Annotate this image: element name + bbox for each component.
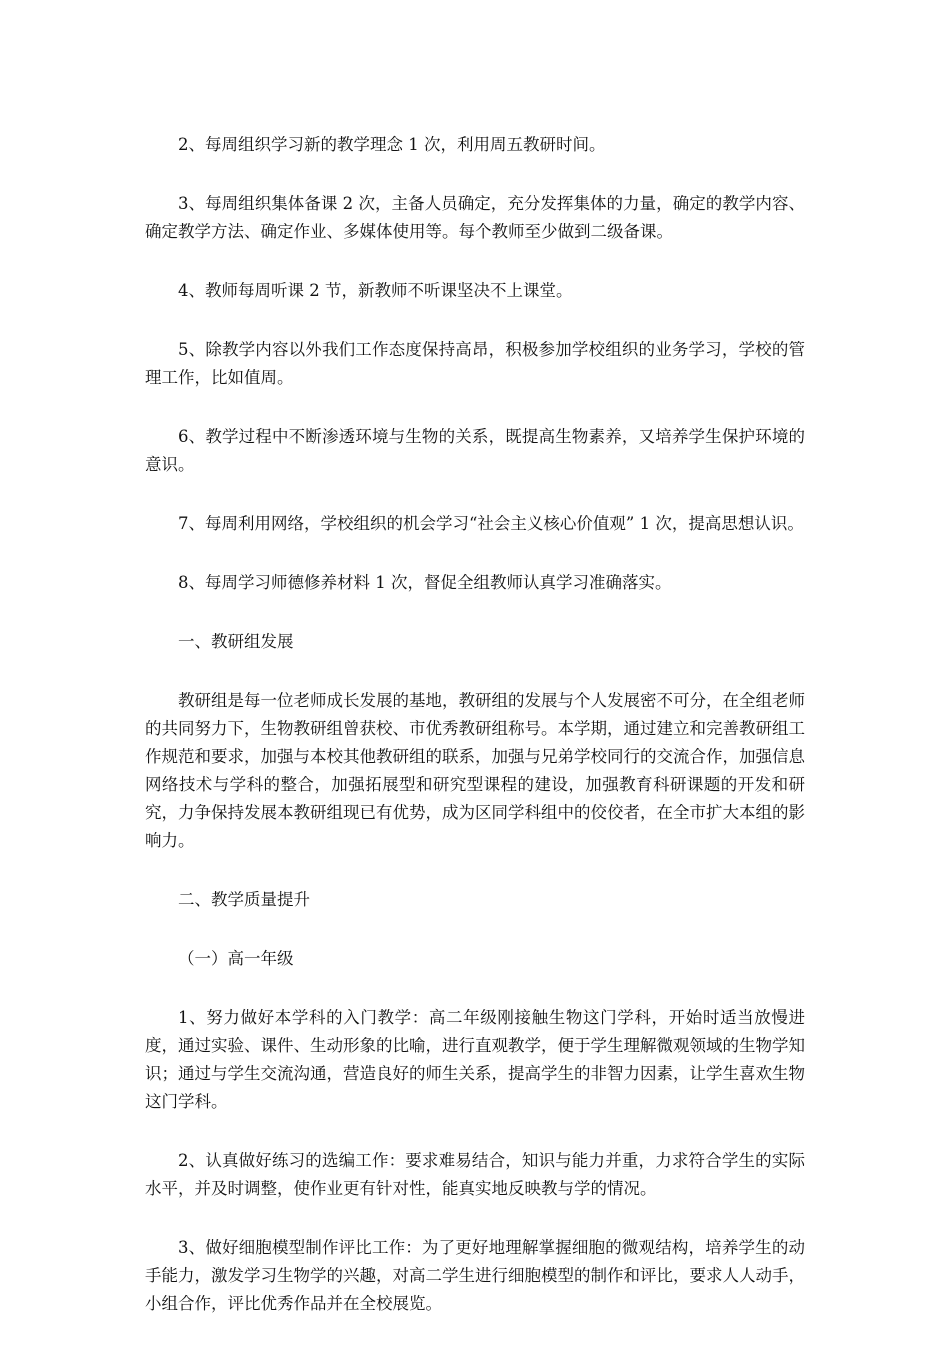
paragraph-item-6: 6、教学过程中不断渗透环境与生物的关系，既提高生物素养，又培养学生保护环境的意识。	[145, 427, 805, 474]
paragraph-item-2: 2、每周组织学习新的教学理念 1 次，利用周五教研时间。	[178, 135, 606, 154]
section-heading-teaching-quality: 二、教学质量提升	[178, 890, 310, 909]
document-body	[145, 131, 805, 1349]
paragraph-research-group-development: 教研组是每一位老师成长发展的基地，教研组的发展与个人发展密不可分，在全组老师的共同努力下，生物教研组曾获校、市优秀教研组称号。本学期，通过建立和完善教研组工作规范和要求，加强与本校其他教研组的联系，加强与兄弟学校同行的交流合作，加强信息网络技术与学科的整合，加强拓展型和研究型课程的建设，加强教育科研课题的开发和研究，力争保持发展本教研组现已有优势，成为区同学科组中的佼佼者，在全市扩大本组的影响力。	[145, 691, 805, 850]
subsection-heading-grade-one: （一）高一年级	[178, 949, 294, 968]
paragraph-item-4: 4、教师每周听课 2 节，新教师不听课坚决不上课堂。	[178, 281, 573, 300]
section-heading-research-group: 一、教研组发展	[178, 632, 294, 651]
paragraph-grade-item-3: 3、做好细胞模型制作评比工作：为了更好地理解掌握细胞的微观结构，培养学生的动手能力，激发学习生物学的兴趣，对高二学生进行细胞模型的制作和评比，要求人人动手，小组合作，评比优秀作品并在全校展览。	[145, 1238, 805, 1313]
paragraph-item-7: 7、每周利用网络，学校组织的机会学习“社会主义核心价值观” 1 次，提高思想认识。	[178, 514, 804, 533]
paragraph-item-3: 3、每周组织集体备课 2 次，主备人员确定，充分发挥集体的力量，确定的教学内容、确定教学方法、确定作业、多媒体使用等。每个教师至少做到二级备课。	[145, 194, 805, 241]
paragraph-item-5: 5、除教学内容以外我们工作态度保持高昂，积极参加学校组织的业务学习，学校的管理工作，比如值周。	[145, 340, 805, 387]
paragraph-item-8: 8、每周学习师德修养材料 1 次，督促全组教师认真学习准确落实。	[178, 573, 672, 592]
paragraph-grade-item-2: 2、认真做好练习的选编工作：要求难易结合，知识与能力并重，力求符合学生的实际水平，并及时调整，使作业更有针对性，能真实地反映教与学的情况。	[145, 1151, 805, 1198]
paragraph-grade-item-1: 1、努力做好本学科的入门教学：高二年级刚接触生物这门学科，开始时适当放慢进度，通过实验、课件、生动形象的比喻，进行直观教学，便于学生理解微观领域的生物学知识；通过与学生交流沟通，营造良好的师生关系，提高学生的非智力因素，让学生喜欢生物这门学科。	[145, 1008, 805, 1111]
